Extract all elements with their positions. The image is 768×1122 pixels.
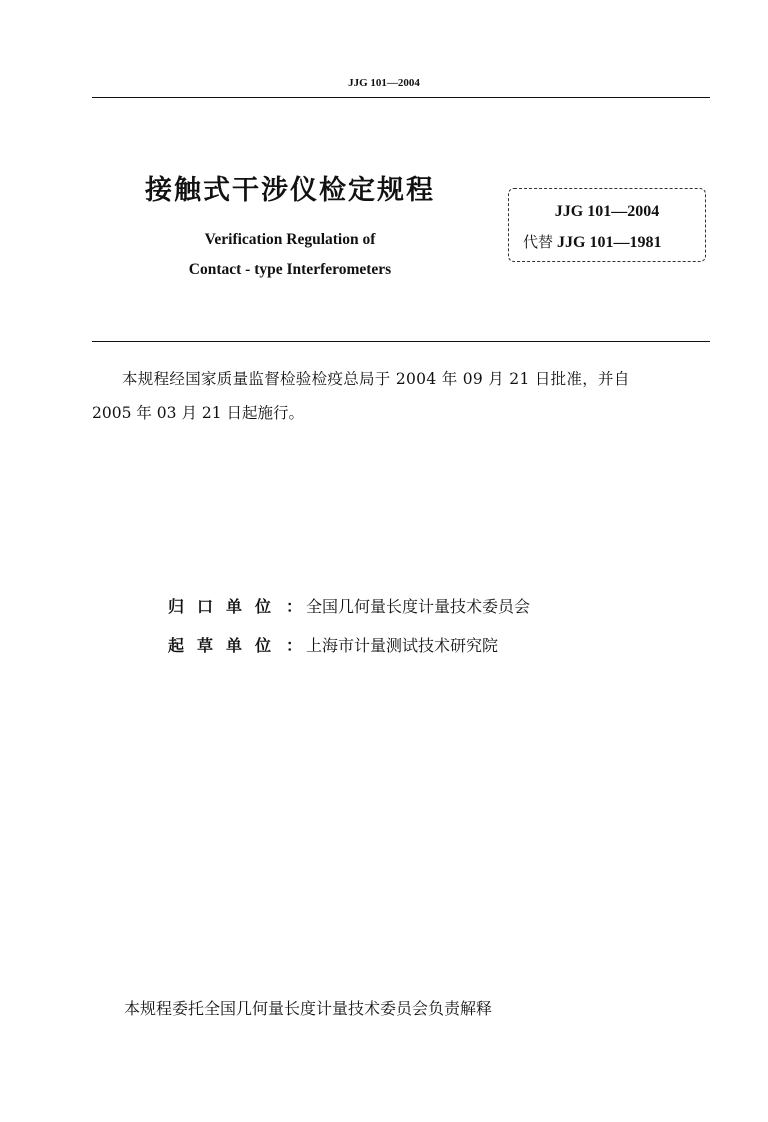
drafting-unit-colon: ： <box>286 636 303 655</box>
drafting-unit-row <box>168 633 498 656</box>
replaces-prefix: 代替 <box>523 233 554 251</box>
title-english-line2: Contact - type Interferometers <box>188 261 392 278</box>
approval-statement <box>92 362 712 430</box>
responsible-unit-value: 全国几何量长度计量技术委员会 <box>306 597 531 616</box>
drafting-unit-label: 起草单位 <box>168 636 285 655</box>
approval-line1: 本规程经国家质量监督检验检疫总局于 2004 年 09 月 21 日批准，并自 <box>122 370 630 388</box>
responsible-unit-label: 归口单位 <box>168 597 285 616</box>
title-english-line1: Verification Regulation of <box>204 231 376 248</box>
responsible-unit-colon: ： <box>286 597 303 616</box>
drafting-unit-value: 上海市计量测试技术研究院 <box>306 636 499 655</box>
section-rule <box>92 341 710 342</box>
current-code: JJG 101—2004 <box>554 203 660 220</box>
title-chinese: 接触式干涉仪检定规程 <box>145 175 435 206</box>
approval-line2: 2005 年 03 月 21 日起施行。 <box>92 404 305 422</box>
header-standard-code: JJG 101—2004 <box>348 77 420 89</box>
replaces-code: JJG 101—1981 <box>557 234 662 251</box>
interpretation-note: 本规程委托全国几何量长度计量技术委员会负责解释 <box>124 999 493 1018</box>
responsible-unit-row <box>168 594 530 617</box>
header-rule <box>92 97 710 98</box>
standard-code-box <box>508 188 706 262</box>
replaces-code-line <box>523 231 661 252</box>
